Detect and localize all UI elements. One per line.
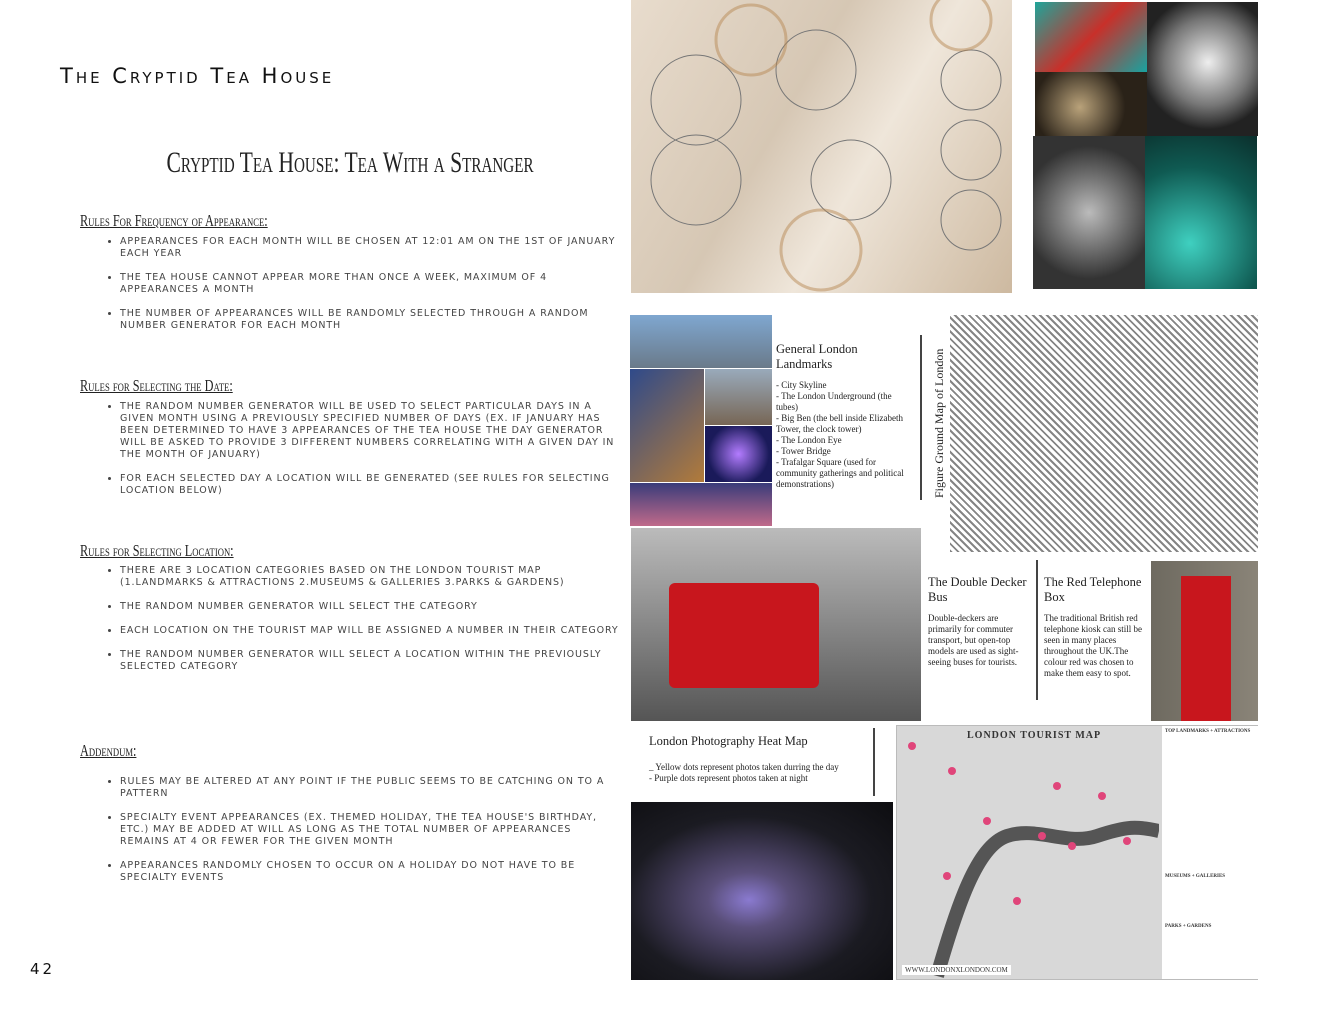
divider xyxy=(873,728,875,796)
rules-list xyxy=(100,401,620,509)
landmark-item: - Big Ben (the bell inside Elizabeth Tower, the clock tower) xyxy=(776,413,903,434)
document-title: The Cryptid Tea House xyxy=(60,64,335,88)
rule-item: • FOR EACH SELECTED DAY A LOCATION WILL BE GENERATED (SEE RULES FOR SELECTING LOCATION BELOW) xyxy=(120,473,620,497)
rules-list xyxy=(100,236,620,344)
divider xyxy=(920,335,922,500)
big-ben-underground-photo xyxy=(630,369,704,482)
london-eye-photo xyxy=(705,426,772,482)
tea-strainer-photo xyxy=(1035,2,1147,72)
section-heading: Rules for Selecting the Date: xyxy=(80,376,233,395)
landmark-item: - The London Underground (the tubes) xyxy=(776,391,892,412)
rule-item: • THE RANDOM NUMBER GENERATOR WILL SELECT THE CATEGORY xyxy=(120,601,620,613)
phonebox-body: The traditional British red telephone kiosk can still be seen in many places throughout the UK.The colour red was chosen to make them easy to spot. xyxy=(1044,613,1142,678)
legend-header: PARKS + GARDENS xyxy=(1165,924,1212,929)
landmark-item: - City Skyline xyxy=(776,380,827,390)
figure-ground-label: Figure Ground Map of London xyxy=(932,348,946,498)
photography-heat-map xyxy=(631,802,893,980)
legend-header: MUSEUMS + GALLERIES xyxy=(1165,874,1226,879)
thames-river-graphic xyxy=(897,726,1159,981)
double-decker-bus-photo xyxy=(631,528,921,721)
rule-item: • THE TEA HOUSE CANNOT APPEAR MORE THAN ONCE A WEEK, MAXIMUM OF 4 APPEARANCES A MONTH xyxy=(120,272,620,296)
rule-item: • APPEARANCES FOR EACH MONTH WILL BE CHOSEN AT 12:01 AM ON THE 1ST OF JANUARY EACH YEAR xyxy=(120,236,620,260)
divider xyxy=(1036,560,1038,700)
landmarks-caption xyxy=(776,342,911,490)
tourist-map-url: WWW.LONDONXLONDON.COM xyxy=(902,965,1011,975)
rules-list xyxy=(100,776,620,896)
rule-item: • THE NUMBER OF APPEARANCES WILL BE RANDOMLY SELECTED THROUGH A RANDOM NUMBER GENERATOR FOR EACH MONTH xyxy=(120,308,620,332)
figure-ground-map xyxy=(950,315,1258,552)
tea-infuser-photo xyxy=(1147,2,1258,136)
rule-item: • SPECIALTY EVENT APPEARANCES (EX. THEMED HOLIDAY, THE TEA HOUSE'S BIRTHDAY, ETC.) MAY BE ADDED AT WILL AS LONG AS THE TOTAL NUMBER OF APPEARANCES REMAINS AT 4 OR FEWER FOR THE GIVEN MONTH xyxy=(120,812,620,848)
red-telephone-box-photo xyxy=(1151,561,1258,721)
section-heading: Rules For Frequency of Appearance: xyxy=(80,211,268,230)
tourist-map-legend xyxy=(1162,726,1258,979)
landmark-item: - The London Eye xyxy=(776,435,842,445)
phonebox-title: The Red Telephone Box xyxy=(1044,575,1142,604)
circle-pattern-graphic xyxy=(631,0,1012,293)
tower-bridge-photo xyxy=(630,483,772,526)
rule-item: • RULES MAY BE ALTERED AT ANY POINT IF THE PUBLIC SEEMS TO BE CATCHING ON TO A PATTERN xyxy=(120,776,620,800)
mosaic-photo xyxy=(1033,136,1145,289)
heatmap-caption xyxy=(649,734,869,784)
teal-infuser-photo xyxy=(1145,136,1257,289)
bus-caption xyxy=(928,575,1033,668)
rule-item: • THE RANDOM NUMBER GENERATOR WILL SELECT A LOCATION WITHIN THE PREVIOUSLY SELECTED CATEGORY xyxy=(120,649,620,673)
phonebox-shape xyxy=(1181,576,1231,721)
page-heading: Cryptid Tea House: Tea With a Stranger xyxy=(166,146,534,179)
section-heading: Rules for Selecting Location: xyxy=(80,541,234,560)
rules-list xyxy=(100,565,620,685)
spoon-strainer-photo xyxy=(1035,72,1147,136)
landmarks-list xyxy=(776,380,911,490)
heatmap-note: _ Yellow dots represent photos taken durring the day xyxy=(649,762,839,772)
rule-item: • APPEARANCES RANDOMLY CHOSEN TO OCCUR ON A HOLIDAY DO NOT HAVE TO BE SPECIALTY EVENTS xyxy=(120,860,620,884)
tourist-map-title: LONDON TOURIST MAP xyxy=(967,730,1102,741)
section-heading: Addendum: xyxy=(80,741,137,760)
bus-body: Double-deckers are primarily for commuter transport, but open-top models are used as sight-seeing buses for tourists. xyxy=(928,613,1019,667)
rule-item: • THE RANDOM NUMBER GENERATOR WILL BE USED TO SELECT PARTICULAR DAYS IN A GIVEN MONTH USING A PREVIOUSLY SPECIFIED NUMBER OF DAYS (EX. IF JANUARY HAS BEEN DETERMINED TO HAVE 3 APPEARANCES OF THE TEA HOUSE THE DAY GENERATOR WILL BE ASKED TO PROVIDE 3 DIFFERENT NUMBERS CORRELATING WITH A GIVEN DAY IN THE MONTH OF JANUARY) xyxy=(120,401,620,461)
trafalgar-square-photo xyxy=(705,369,772,425)
rule-item: • EACH LOCATION ON THE TOURIST MAP WILL BE ASSIGNED A NUMBER IN THEIR CATEGORY xyxy=(120,625,620,637)
tea-stain-pattern-image xyxy=(631,0,1012,293)
heatmap-title: London Photography Heat Map xyxy=(649,734,808,748)
city-skyline-photo xyxy=(630,315,772,368)
rule-item: • THERE ARE 3 LOCATION CATEGORIES BASED ON THE LONDON TOURIST MAP (1.LANDMARKS & ATTRACTIONS 2.MUSEUMS & GALLERIES 3.PARKS & GARDENS) xyxy=(120,565,620,589)
legend-header: TOP LANDMARKS + ATTRACTIONS xyxy=(1165,729,1251,734)
heatmap-note: - Purple dots represent photos taken at night xyxy=(649,773,808,783)
bus-title: The Double Decker Bus xyxy=(928,575,1027,604)
phonebox-caption xyxy=(1044,575,1146,679)
london-tourist-map xyxy=(896,725,1258,980)
page-number: 42 xyxy=(30,960,56,978)
landmark-item: - Trafalgar Square (used for community gatherings and political demonstrations) xyxy=(776,457,904,489)
landmark-item: - Tower Bridge xyxy=(776,446,831,456)
bus-shape xyxy=(669,583,819,688)
landmarks-title: General London Landmarks xyxy=(776,342,858,371)
